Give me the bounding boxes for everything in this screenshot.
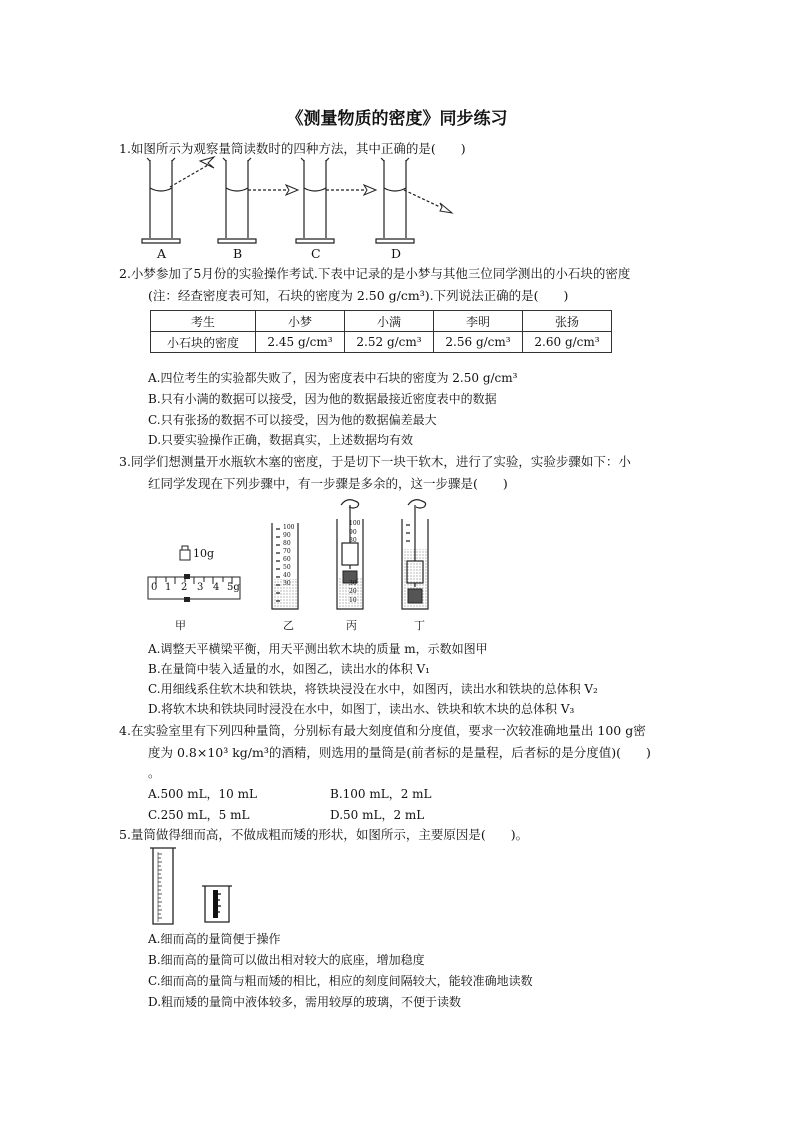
question-3-stem-line1: 3.同学们想测量开水瓶软木塞的密度，于是切下一块干软木，进行了实验，实验步骤如下：小 [119,454,631,469]
table-header-cell: 张扬 [523,311,612,332]
tick-label: 100 [349,520,361,527]
q5-option-a: A.细而高的量筒便于操作 [148,932,281,946]
question-5-stem: 5.量筒做得细而高，不做成粗而矮的形状，如图所示，主要原因是( )。 [119,827,529,842]
q2-option-a: A.四位考生的实验都失败了，因为密度表中石块的密度为 2.50 g/cm³ [148,371,518,385]
q3-option-c: C.用细线系住软木块和铁块，将铁块浸没在水中，如图丙，读出水和铁块的总体积 V₂ [148,682,598,696]
tick-label: 80 [349,537,357,544]
q1-label-d: D [391,246,402,261]
q5-cylinders-figure [148,846,258,926]
q2-density-table [150,310,612,353]
q1-reading-methods-figure [140,155,460,255]
q3-option-b: B.在量筒中装入适量的水，如图乙，读出水的体积 V₁ [148,662,430,676]
q2-option-b: B.只有小满的数据可以接受，因为他的数据最接近密度表中的数据 [148,392,497,406]
table-header-row [151,311,612,332]
q3-fig-label-bing: 丙 [346,619,357,632]
question-4-stem-line3: 。 [148,765,161,780]
tick-label: 60 [283,556,291,563]
tick-label: 20 [349,588,357,595]
table-header-cell: 考生 [151,311,256,332]
tick-label: 100 [283,524,295,531]
q4-option-b: B.100 mL，2 mL [330,787,432,801]
q1-label-c: C [311,246,321,261]
q2-option-c: C.只有张扬的数据不可以接受，因为他的数据偏差最大 [148,413,437,427]
tick-label: 80 [283,540,291,547]
q5-option-d: D.粗而矮的量筒中液体较多，需用较厚的玻璃，不便于读数 [148,995,462,1009]
scale-number: 3 [197,582,204,593]
table-cell: 2.45 g/cm³ [256,332,345,353]
scale-number: 1 [165,582,172,593]
tick-label: 50 [283,564,291,571]
question-1-stem: 1.如图所示为观察量筒读数时的四种方法，其中正确的是( ) [119,141,466,156]
q3-fig-label-jia: 甲 [175,619,186,632]
tick-label: 90 [283,532,291,539]
q3-cylinder-bing-ticks [349,520,360,605]
table-cell: 2.56 g/cm³ [434,332,523,353]
q3-fig-label-yi: 乙 [283,619,294,632]
table-header-cell: 小梦 [256,311,345,332]
q2-option-d: D.只要实验操作正确，数据真实，上述数据均有效 [148,433,414,447]
question-2-stem-line2: (注：经查密度表可知，石块的密度为 2.50 g/cm³).下列说法正确的是( ) [148,288,569,303]
tick-label: 30 [349,579,357,587]
q5-option-b: B.细而高的量筒可以做出相对较大的底座，增加稳度 [148,953,425,967]
q1-label-a: A [157,246,167,261]
question-3-stem-line2: 红同学发现在下列步骤中，有一步骤是多余的，这一步骤是( ) [148,476,508,491]
scale-number: 4 [213,582,220,593]
q4-option-a: A.500 mL，10 mL [148,787,257,801]
tick-label: 90 [349,528,357,536]
table-cell: 2.60 g/cm³ [523,332,612,353]
table-header-cell: 李明 [434,311,523,332]
scale-number: 0 [151,582,158,593]
page-title: 《测量物质的密度》同步练习 [286,109,508,129]
table-cell: 2.52 g/cm³ [345,332,434,353]
question-2-stem-line1: 2.小梦参加了5月份的实验操作考试.下表中记录的是小梦与其他三位同学测出的小石块的密度 [119,266,631,281]
q1-label-b: B [233,246,243,261]
q4-option-c: C.250 mL，5 mL [148,808,250,822]
q3-option-a: A.调整天平横梁平衡，用天平测出软木块的质量 m，示数如图甲 [148,642,488,656]
tick-label: 10 [349,596,357,604]
question-4-stem-line2: 度为 0.8×10³ kg/m³的酒精，则选用的量筒是(前者标的是量程，后者标的是分度值)( ) [148,745,651,760]
table-row-label: 小石块的密度 [151,332,256,353]
q4-option-d: D.50 mL，2 mL [330,808,425,822]
q3-cylinder-ding [398,497,434,613]
q3-option-d: D.将软木块和铁块同时浸没在水中，如图丁，读出水、铁块和软木块的总体积 V₃ [148,702,575,716]
tick-label: 40 [283,572,291,579]
tick-label: 30 [283,580,291,587]
question-4-stem-line1: 4.在实验室里有下列四种量筒，分别标有最大刻度值和分度值，要求一次较准确地量出 100 g密 [119,723,646,738]
scale-number: 2 [181,582,188,593]
q3-fig-label-ding: 丁 [414,619,425,632]
table-header-cell: 小满 [345,311,434,332]
table-row [151,332,612,353]
scale-number: 5g [227,582,240,593]
tick-label: 70 [283,548,291,555]
q5-option-c: C.细而高的量筒与粗而矮的相比，相应的刻度间隔较大，能较准确地读数 [148,974,533,988]
q3-weight-label: 10g [193,547,215,560]
q3-cylinder-yi-ticks [283,524,294,588]
